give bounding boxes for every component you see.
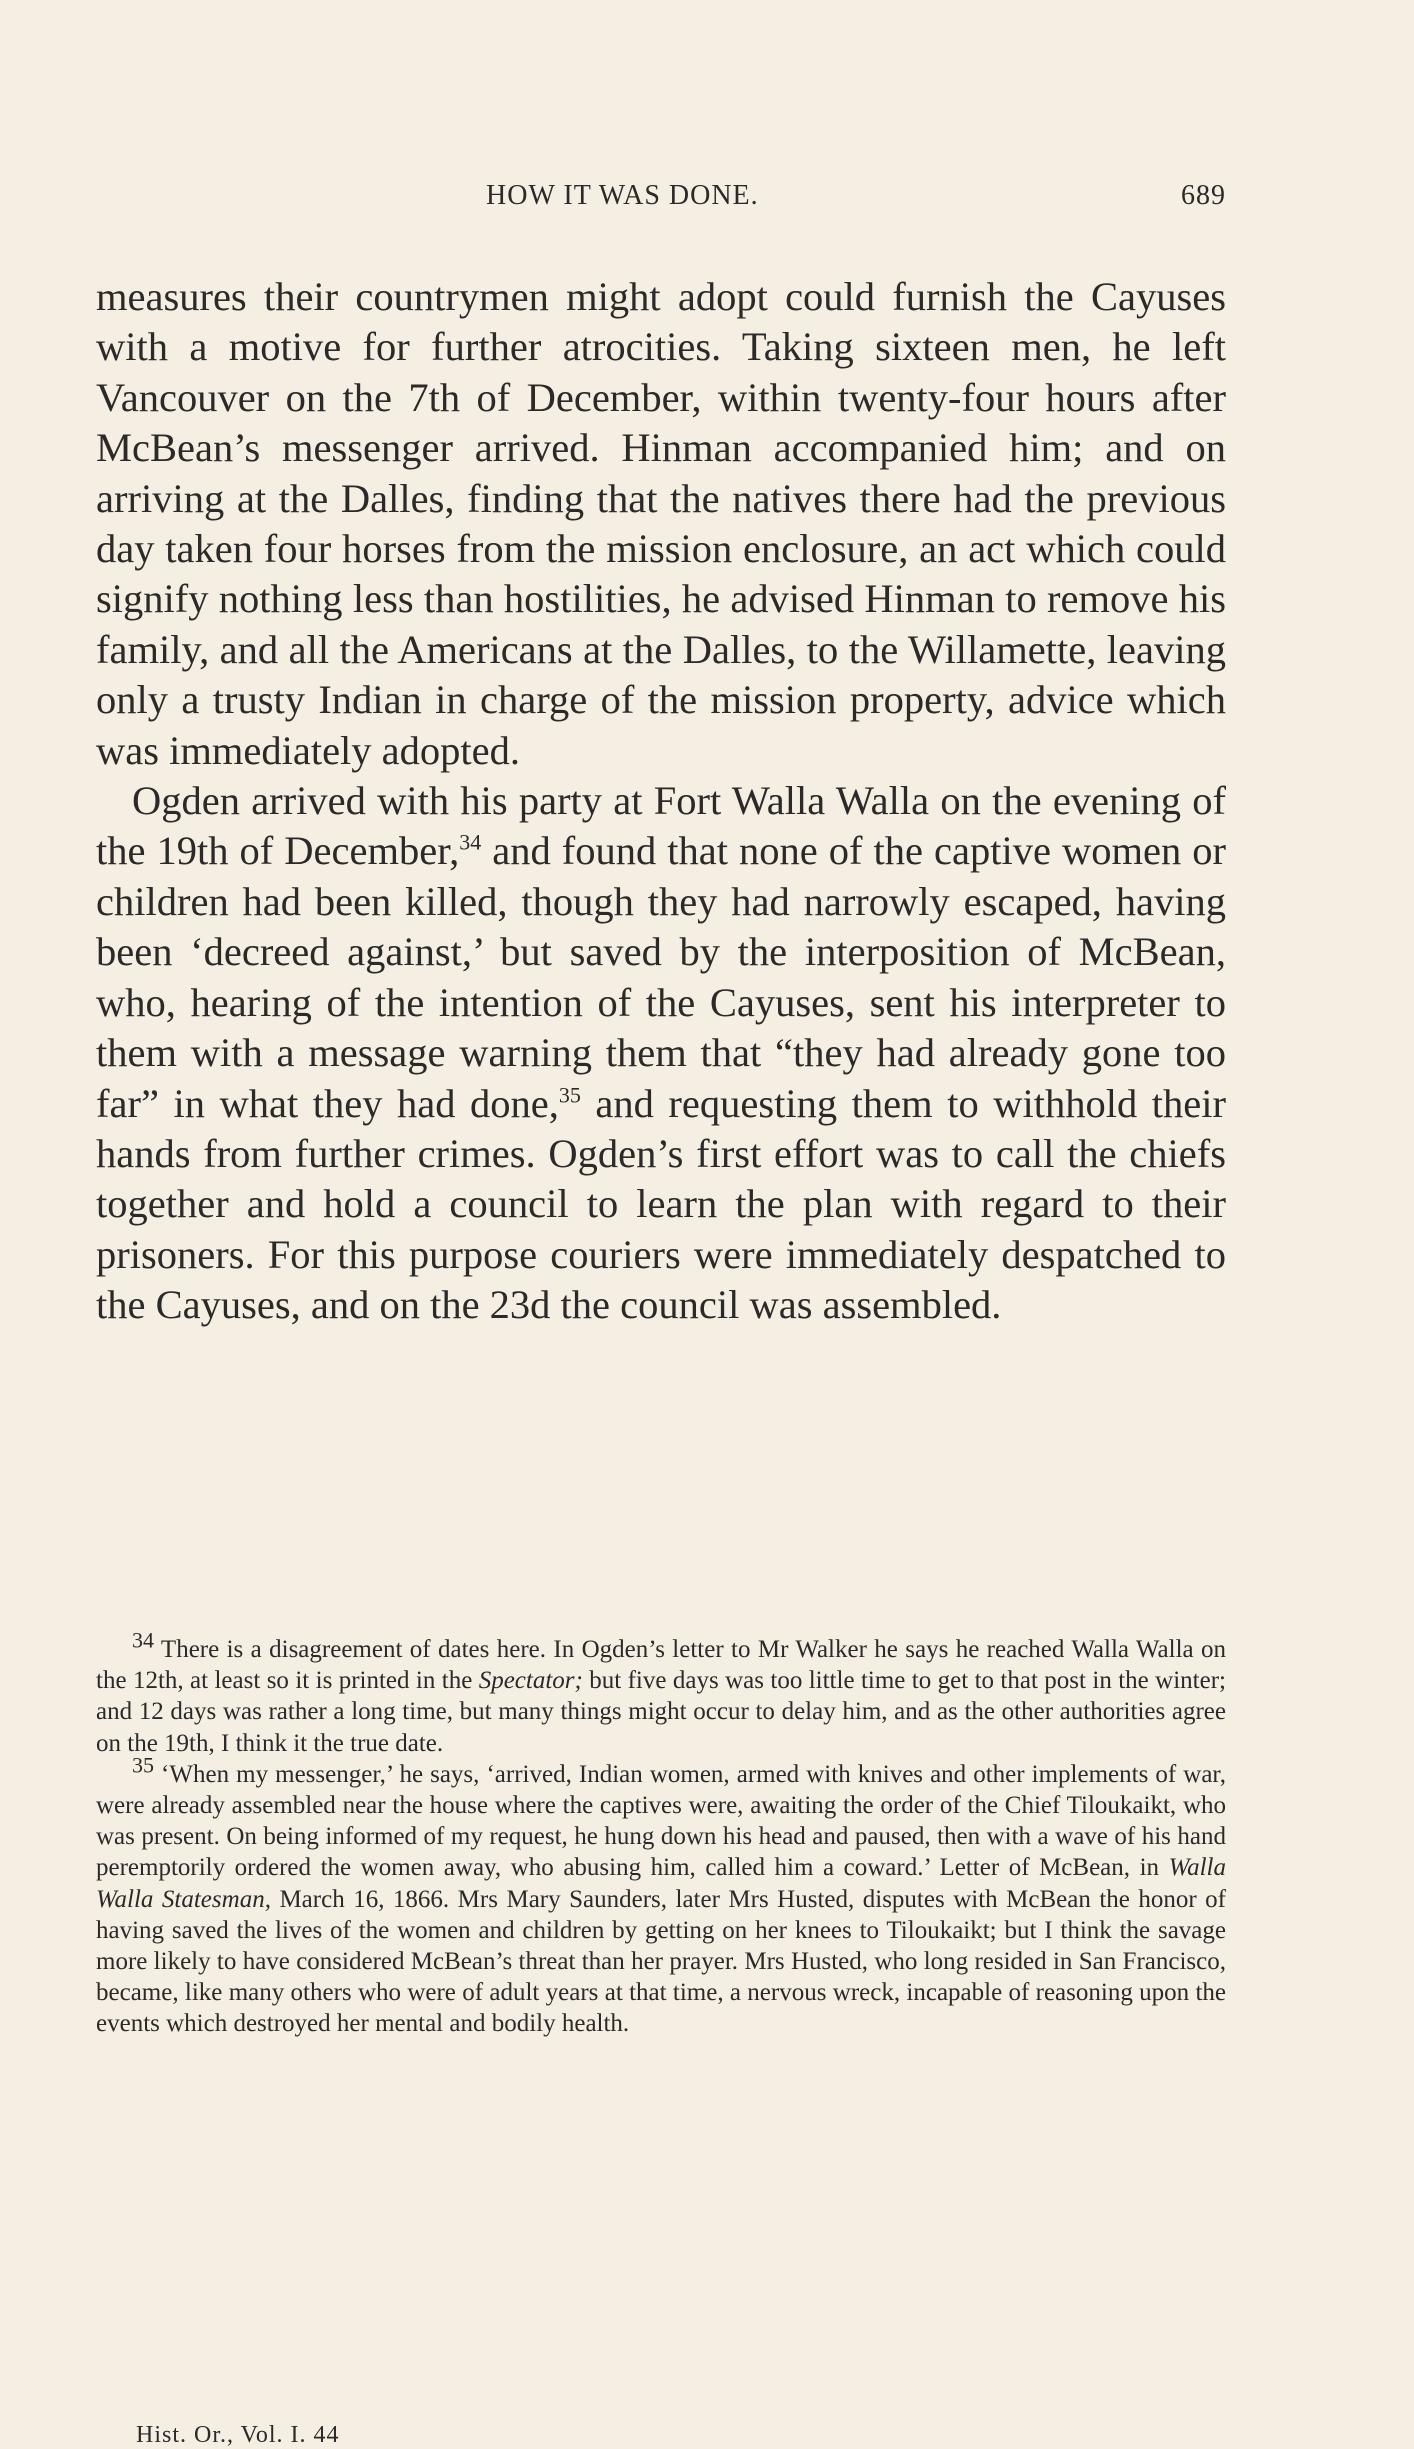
footnote-34 (96, 1627, 1226, 1759)
footnote-35 (96, 1752, 1227, 2040)
book-page (96, 180, 1227, 2448)
footnote-34-text-b: but five days was too little time to get to that post in the winter; and 12 days was rather a long time, but many things might occur to delay him, and as the other authorities agree on the 19th, I think it the true date. (96, 1667, 1226, 1757)
paragraph-2 (96, 776, 1226, 1330)
page-number: 689 (1181, 180, 1226, 211)
footnote-35-text-a: ‘When my messenger,’ he says, ‘arrived, Indian women, armed with knives and other implements of war, were already assembled near the house where the captives were, awaiting the order of the Chief Tiloukaikt, who was present. On being informed of my request, he hung down his head and paused, then with a wave of his hand peremptorily ordered the women away, who abusing him, called him a coward.’ Letter of McBean, in (96, 1760, 1226, 1882)
footnote-35-text-b: March 16, 1866. Mrs Mary Saunders, later Mrs Husted, disputes with McBean the honor of having saved the lives of the women and children by getting on her knees to Tiloukaikt; but I think the savage more likely to have considered McBean’s threat than her prayer. Mrs Husted, who long resided in San Francisco, became, like many others who were of adult years at that time, a nervous wreck, incapable of reasoning upon the events which destroyed her mental and bodily health. (96, 1885, 1227, 2038)
footnote-ref-34[interactable]: 34 (459, 829, 482, 855)
signature-mark: Hist. Or., Vol. I. 44 (136, 2422, 340, 2448)
footnote-35-publication: Walla Walla Statesman, (96, 1854, 1226, 1913)
paragraph-2-part-a: Ogden arrived with his party at Fort Walla Walla on the evening of the 19th of December, (96, 778, 1226, 874)
running-title: HOW IT WAS DONE. (486, 180, 759, 211)
footnotes (96, 1627, 1227, 2040)
footnote-34-publication: Spectator; (478, 1667, 583, 1695)
paragraph-1: measures their countrymen might adopt could furnish the Cayuses with a motive for further atrocities. Taking sixteen men, he left Vancouver on the 7th of December, within twenty-four hours after McBean’s messenger arrived. Hinman accompanied him; and on arriving at the Dalles, finding that the natives there had the previous day taken four horses from the mission enclosure, an act which could signify nothing less than hostilities, he advised Hinman to remove his family, and all the Americans at the Dalles, to the Willamette, leaving only a trusty Indian in charge of the mission property, advice which was immediately adopted. (96, 274, 1226, 773)
paragraph-2-part-b: and found that none of the captive women or children had been killed, though they had narrowly escaped, having been ‘decreed against,’ but saved by the interposition of McBean, who, hearing of the intention of the Cayuses, sent his interpreter to them with a message warning them that “they had already gone too far” in what they had done, (96, 828, 1226, 1126)
main-text (96, 272, 1226, 1331)
running-header (96, 180, 1226, 220)
footnote-35-number: 35 (132, 1752, 154, 1778)
paragraph-2-part-c: and requesting them to withhold their hands from further crimes. Ogden’s first effort was to call the chiefs together and hold a council to learn the plan with regard to their prisoners. For this purpose couriers were immediately despatched to the Cayuses, and on the 23d the council was assembled. (96, 1080, 1226, 1328)
footnote-34-number: 34 (132, 1627, 154, 1653)
footnote-ref-35[interactable]: 35 (558, 1082, 581, 1107)
footnote-34-text-a: There is a disagreement of dates here. In Ogden’s letter to Mr Walker he says he reached Walla Walla on the 12th, at least so it is printed in the (96, 1636, 1226, 1695)
